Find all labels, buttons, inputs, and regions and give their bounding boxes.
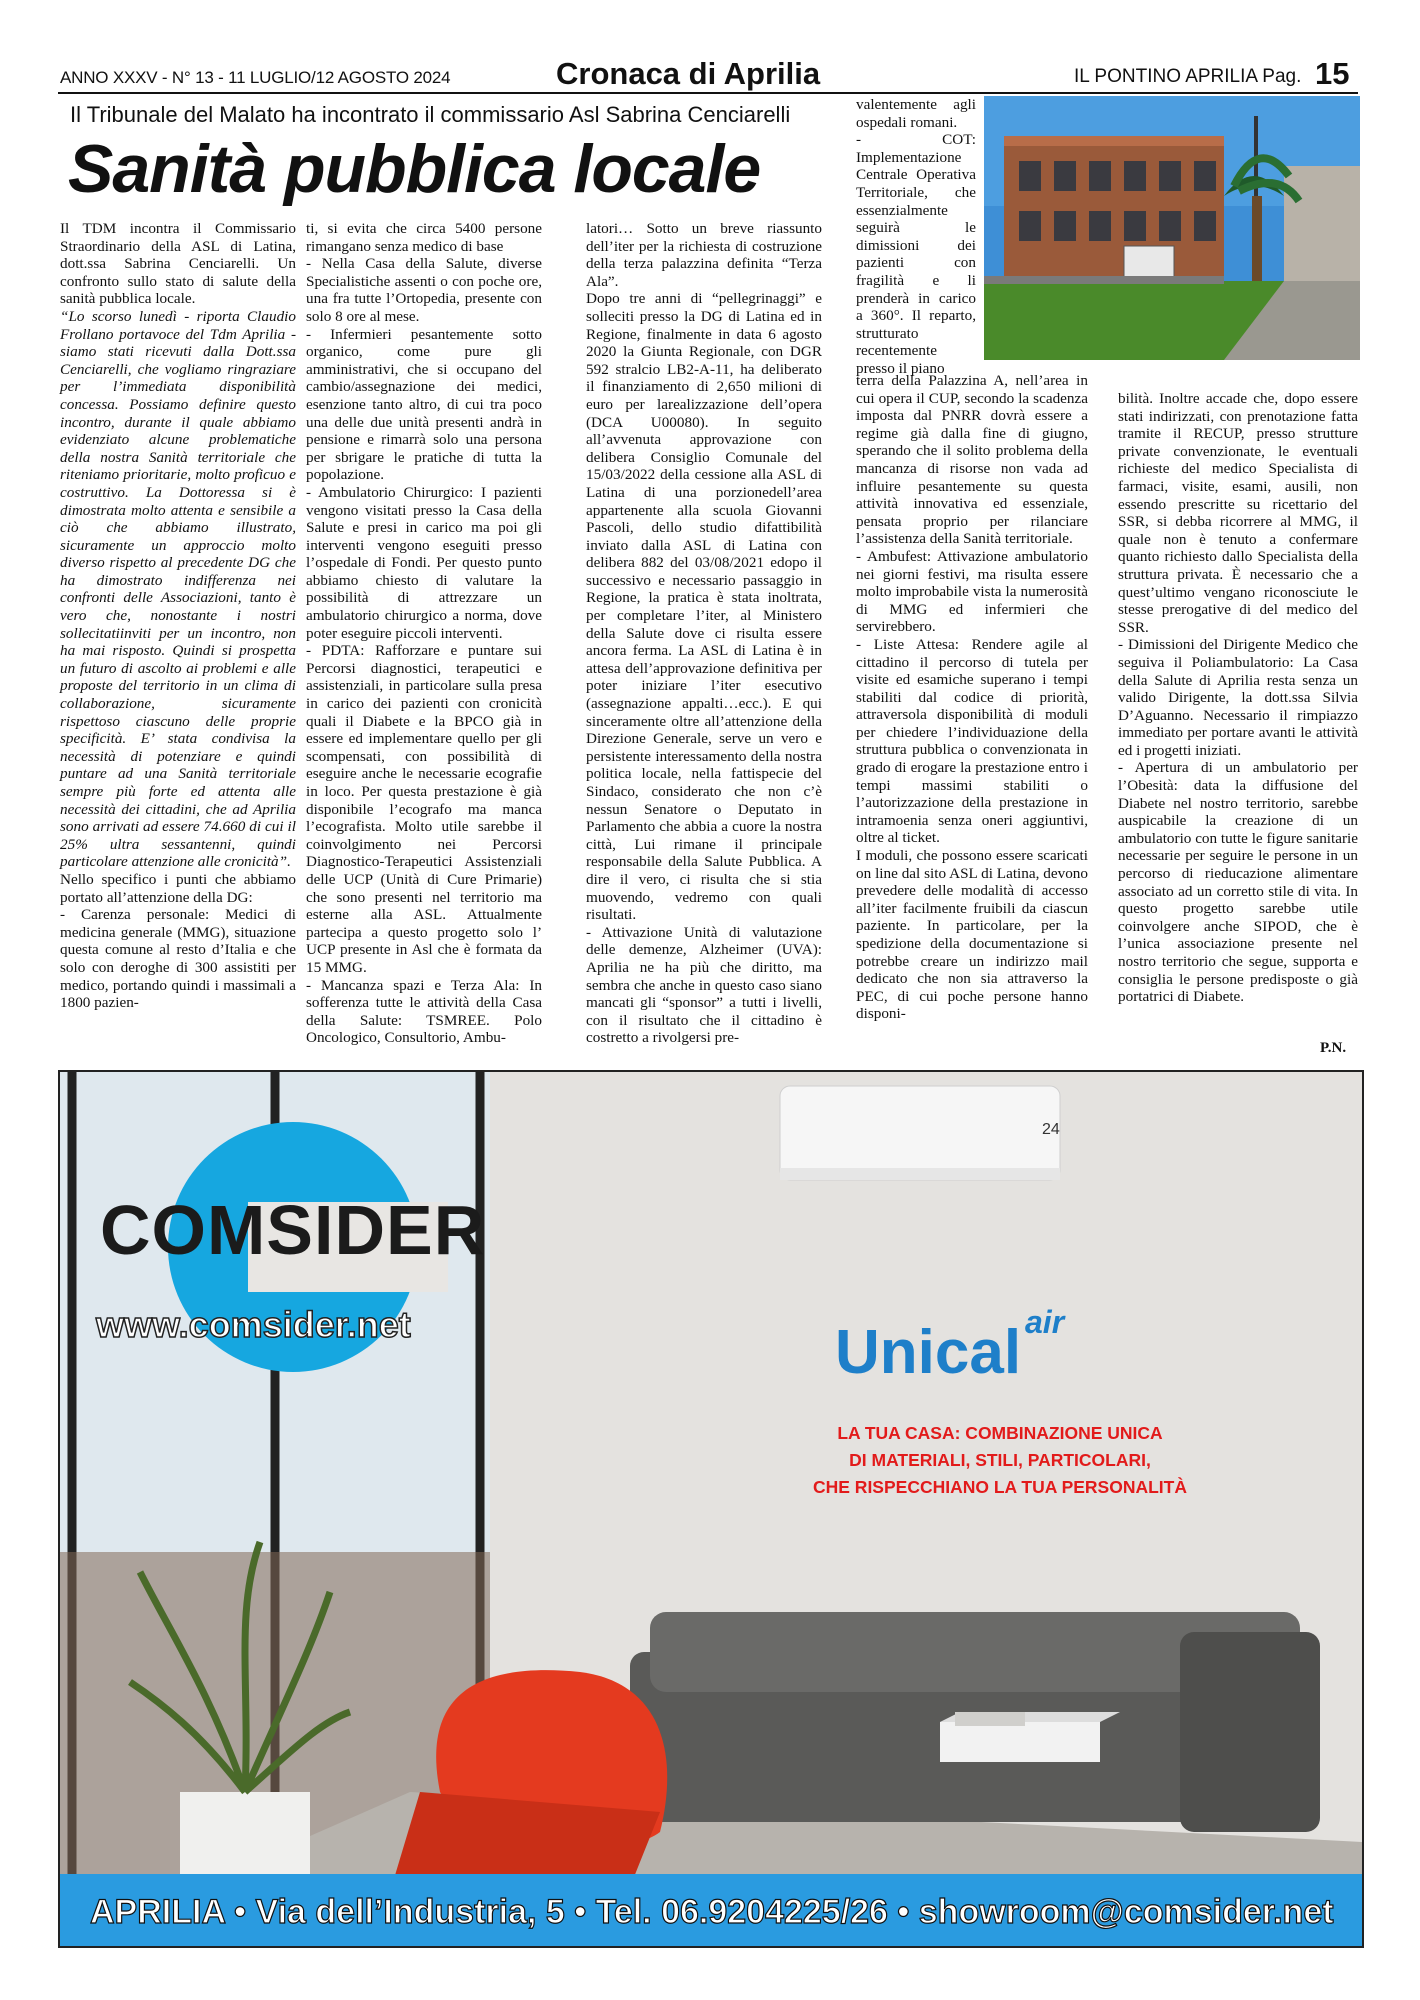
paragraph: - Ambufest: Attivazione ambulatorio nei giorni festivi, ma risulta essere molto improbabile vista la numerosità di MMG ed infermieri che servirebbero.: [856, 547, 1088, 636]
paragraph: terra della Palazzina A, nell’area in cui opera il CUP, secondo la scadenza imposta dal PNRR dovrà essere a regime già dalla fine di giugno, sperando che il solito problema della mancanza di risorse non vada ad influire pesantemente su questa attività innovativa ed essenziale, pensata proprio per rilanciare l’assistenza della Sanità territoriale.: [856, 372, 1088, 548]
unical-brand: Unical: [835, 1318, 1022, 1387]
unical-brand-air: air: [1025, 1304, 1065, 1340]
paragraph: latori… Sotto un breve riassunto dell’iter per la richiesta di costruzione della terza palazzina definita “Terza Ala”.: [586, 220, 822, 290]
page-number: 15: [1315, 56, 1350, 91]
paragraph: - COT: Implementazione Centrale Operativa Territoriale, che essenzialmente seguirà le dimissioni dei pazienti con fragilità e li prenderà in carico a 360°. Il reparto, strutturato recentemente presso il piano: [856, 131, 976, 377]
slogan-line: LA TUA CASA: COMBINAZIONE UNICA: [837, 1423, 1163, 1443]
article-column-4-top: [856, 96, 976, 378]
slogan-line: CHE RISPECCHIANO LA TUA PERSONALITÀ: [813, 1477, 1187, 1497]
paragraph: - Nella Casa della Salute, diverse Specialistiche assenti o con poche ore, una fra tutte l’Ortopedia, presente con solo 8 ore al mese.: [306, 255, 542, 325]
article-kicker: Il Tribunale del Malato ha incontrato il commissario Asl Sabrina Cenciarelli: [70, 102, 791, 127]
paragraph: valentemente agli ospedali romani.: [856, 96, 976, 131]
paper-name: IL PONTINO APRILIA Pag.: [1074, 66, 1302, 87]
paragraph: - Ambulatorio Chirurgico: I pazienti vengono visitati presso la Casa della Salute e presi in carico ma poi gli interventi vengono eseguiti presso l’ospedale di Fondi. Per questo punto abbiamo chiesto di valutare la possibilità di attrezzare un ambulatorio chirurgico a norma, dove poter eseguire piccoli interventi.: [306, 483, 542, 642]
paragraph: - Attivazione Unità di valutazione delle demenze, Alzheimer (UVA): Aprilia ne ha più che diritto, ma sembra che anche in questo caso siano mancati gli “sponsor” a tutti i livelli, con il risultato che il cittadino è costretto a rivolgersi pre-: [586, 923, 822, 1047]
quote-paragraph: “Lo scorso lunedì - riporta Claudio Frollano portavoce del Tdm Aprilia - siamo stati ricevuti dalla Dott.ssa Cenciarelli, che vogliamo ringraziare per l’immediata disponibilità concessa. Possiamo definire questo incontro, durante il quale abbiamo evidenziato alcune problematiche della nostra Sanità territoriale che riteniamo prioritarie, molto proficuo e costruttivo. La Dottoressa si è dimostrata molto attenta e sensibile a ciò che abbiamo illustrato, sicuramente un approccio molto diverso rispetto al precedente DG che ha dimostrato indifferenza nei confronti delle Associazioni, tanto è vero che, nonostante i nostri sollecitatiinviti per un incontro, non ha mai risposto. Quindi si prospetta un futuro di ascolto ai problemi e alle proposte del territorio in un clima di collaborazione, sicuramente rispettoso ciascuno delle proprie specificità. E’ stata condivisa la necessità di potenziare e quindi puntare ad una Sanità territoriale sempre più forte ed attenta alle necessità dei cittadini, che ad Aprilia sono arrivati ad essere 74.660 di cui il 25% ultra sessantenni, quindi particolare attenzione alle cronicità”.: [60, 307, 296, 871]
paragraph: Il TDM incontra il Commissario Straordinario della ASL di Latina, dott.ssa Sabrina Cenciarelli. Un confronto sullo stato di salute della sanità pubblica locale.: [60, 220, 296, 308]
paragraph: ti, si evita che circa 5400 persone rimangano senza medico di base: [306, 220, 542, 255]
comsider-logo-text: COMSIDER: [100, 1191, 486, 1269]
article-column-5: [1118, 390, 1358, 1006]
paragraph: - PDTA: Rafforzare e puntare sui Percorsi diagnostici, terapeutici e assistenziali, in particolare sulla presa in carico dei pazienti con cronicità quali il Diabete e la BPCO già in essere ed implementare quello per gli scompensati, con possibilità di eseguire anche le necessarie ecografie in loco. Per questa prestazione è già disponibile l’ecografo ma manca l’ecografista. Molto utile sarebbe il coinvolgimento nei Percorsi Diagnostico-Terapeutici Assistenziali delle UCP (Unità di Cure Primarie) che sono presenti nel territorio ma esterne alla ASL. Attualmente partecipa a questo progetto solo l’ UCP presente in Asl che è formata da 15 MMG.: [306, 642, 542, 976]
article-column-4: [856, 372, 1088, 1023]
comsider-advertisement: [58, 1070, 1364, 1948]
paragraph: Nello specifico i punti che abbiamo portato all’attenzione della DG:: [60, 870, 296, 906]
article-column-2: [306, 220, 542, 1050]
paragraph: Dopo tre anni di “pellegrinaggi” e solleciti presso la DG di Latina ed in Regione, finalmente in data 6 agosto 2020 la Giunta Regionale, con DGR 592 stralcio LB2-A-11, ha deliberato il finanziamento di 2,650 milioni di euro per larealizzazione dell’opera (DCA U00080). In seguito all’avvenuta approvazione con delibera Consiglio Comunale del 15/03/2022 della cessione alla ASL di Latina di una porzionedell’area appartenente alla scuola Giovanni Pascoli, dello studio difattibilità inviato dalla ASL di Latina con delibera 882 del 03/08/2021 edopo il successivo e necessario passaggio in Regione, la pratica è stata inoltrata, per completare l’iter, al Ministero della Salute dove ci risulta essere ancora ferma. La ASL di Latina è in attesa dell’approvazione definitiva per poter iniziare l’iter esecutivo (assegnazione appalti…ecc.). E qui sinceramente oltre all’attenzione della Direzione Generale, serve un vero e persistente interessamento della nostra politica locale, nella fattispecie del Sindaco, considerato che non c’è nessun Senatore o Deputato in Parlamento che abbia a cuore la nostra città, Lui rimane il principale responsabile della Salute Pubblica. A dire il vero, ci risulta che si stia muovendo, vedremo con quali risultati.: [586, 290, 822, 924]
paragraph: - Carenza personale: Medici di medicina generale (MMG), situazione questa comune al resto d’Italia e che solo con deroghe di 300 assistiti per medico, portando quindi i massimali a 1800 pazien-: [60, 906, 296, 1012]
ad-slogan: [720, 1420, 1280, 1501]
paragraph: - Dimissioni del Dirigente Medico che seguiva il Poliambulatorio: La Casa della Salute di Aprilia resta senza un valido Dirigente, la dott.ssa Silvia D’Aguanno. Necessario il rimpiazzo immediato per portare avanti le attività ed i progetti iniziati.: [1118, 636, 1358, 759]
paragraph: I moduli, che possono essere scaricati on line dal sito ASL di Latina, devono prevedere delle modalità di accesso all’iter facilmente fruibili da ciascun paziente. In particolare, per la spedizione della documentazione si potrebbe creare un indirizzo mail dedicato che non sia attraverso la PEC, di cui poche persone hanno disponi-: [856, 847, 1088, 1023]
article-column-3: [586, 220, 822, 1050]
paragraph: - Infermieri pesantemente sotto organico, come pure gli amministrativi, che si occupano del cambio/assegnazione dei medici, esenzione tanto altro, di cui tra poco una delle due unità presenti andrà in pensione e rimarrà solo una persona per sbrigare le pratiche di tutta la popolazione.: [306, 325, 542, 484]
section-title: Cronaca di Aprilia: [556, 56, 821, 91]
article-column-1: [60, 220, 296, 1050]
article-headline: Sanità pubblica locale: [68, 131, 761, 207]
paragraph: - Apertura di un ambulatorio per l’Obesità: data la diffusione del Diabete nel nostro territorio, sarebbe auspicabile la creazione di un ambulatorio con tutte le figure sanitarie necessarie per seguire le persone in un percorso di rieducazione alimentare associato ad un corretto stile di vita. In questo progetto sarebbe utile coinvolgere anche SIPOD, che è l’unica associazione presente nel nostro territorio che segue, supporta e consiglia le persone predisposte o già portatrici di Diabete.: [1118, 759, 1358, 1006]
paragraph: bilità. Inoltre accade che, dopo essere stati indirizzati, con prenotazione fatta tramite il RECUP, presso strutture private convenzionate, le eventuali richieste del medico Specialista di farmaci, visite, esami, ausili, non essendo prescritte su ricettario del SSR, si debba ricorrere al MMG, il quale non è tenuto a confermare quanto richiesto dallo Specialista della struttura privata. È necessario che a quest’ultimo vengano riconosciute le stesse prerogative di del medico del SSR.: [1118, 390, 1358, 636]
building-photo: [984, 96, 1360, 360]
comsider-website[interactable]: www.comsider.net: [96, 1304, 411, 1345]
paragraph: - Liste Attesa: Rendere agile al cittadino il percorso di tutela per visite ed esamiche superano i tempi stabiliti dal codice di priorità, attraversola disponibilità di moduli per chiedere l’individuazione della struttura pubblica o convenzionata in grado di erogare la prestazione entro i tempi massimi stabiliti o l’autorizzazione della prestazione in intramoenia senza oneri aggiuntivi, oltre al ticket.: [856, 635, 1088, 847]
paragraph: - Mancanza spazi e Terza Ala: In sofferenza tutte le attività della Casa della Salute: TSMREE. Polo Oncologico, Consultorio, Ambu-: [306, 976, 542, 1047]
author-signature: P.N.: [1320, 1040, 1347, 1056]
issue-info: ANNO XXXV - N° 13 - 11 LUGLIO/12 AGOSTO 2024: [60, 68, 451, 87]
ad-footer-bar: [60, 1874, 1362, 1946]
header-rule: [58, 92, 1358, 94]
slogan-line: DI MATERIALI, STILI, PARTICOLARI,: [849, 1450, 1151, 1470]
ac-display: 24: [1042, 1121, 1060, 1138]
ad-contact-line: APRILIA • Via dell’Industria, 5 • Tel. 06.9204225/26 • showroom@comsider.net: [90, 1893, 1334, 1931]
